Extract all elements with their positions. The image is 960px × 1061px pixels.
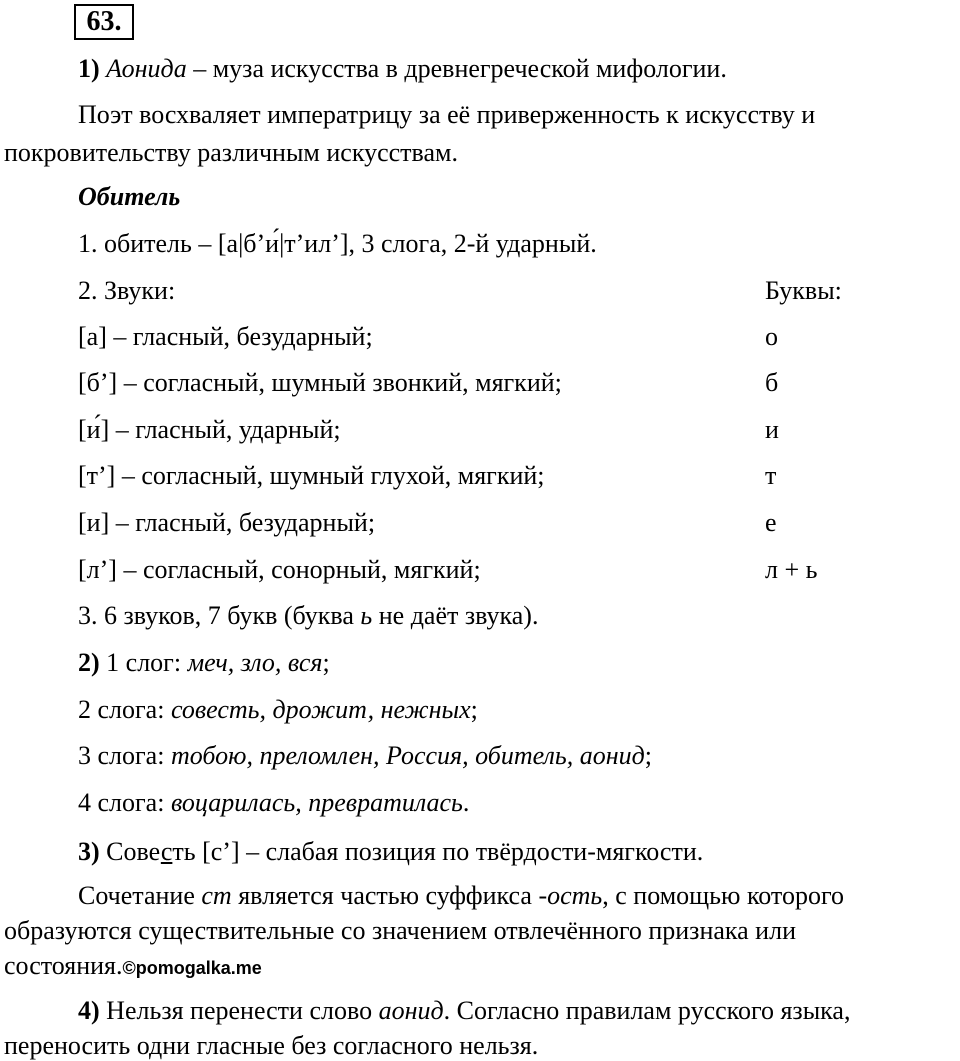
sound-row: [и] – гласный, безударный; — [78, 508, 376, 537]
letter-cell: и — [765, 415, 779, 444]
item-number: 2) — [78, 648, 100, 677]
paragraph-2-line-1: Поэт восхваляет императрицу за её приверженность к искусству и — [78, 100, 816, 129]
sound-row: [т’] – согласный, шумный глухой, мягкий; — [78, 461, 545, 490]
sound-row: [а] – гласный, безударный; — [78, 322, 373, 351]
letter-cell: т — [765, 461, 777, 490]
paragraph-5-line-2: переносить одни гласные без согласного нельзя. — [4, 1031, 539, 1060]
paragraph-5-line-1: 4) Нельзя перенести слово аонид. Согласно правилам русского языка, — [78, 996, 851, 1025]
paragraph-2-line-2: покровительству различным искусствам. — [4, 138, 458, 167]
watermark: ©pomogalka.me — [122, 958, 262, 978]
paragraph-4-line-2: образуются существительные со значением отвлечённого признака или — [4, 916, 796, 945]
section-heading: Обитель — [78, 182, 181, 211]
syllables-4: 4 слога: воцарилась, превратилась. — [78, 788, 470, 817]
syllables-2: 2 слога: совесть, дрожит, нежных; — [78, 695, 478, 724]
count-summary: 3. 6 звуков, 7 букв (буква ь не даёт звука). — [78, 601, 539, 630]
letters-label: Буквы: — [765, 276, 842, 305]
syllables-1: 2) 1 слог: меч, зло, вся; — [78, 648, 330, 677]
paragraph-1 — [78, 56, 727, 82]
sounds-label: 2. Звуки: — [78, 276, 176, 305]
paragraph-3: 3) Совесть [с’] – слабая позиция по твёрдости-мягкости. — [78, 837, 704, 866]
letter-cell: л + ь — [765, 555, 818, 584]
letter-cell: о — [765, 322, 778, 351]
item-number: 1) — [78, 54, 100, 83]
item-number: 4) — [78, 996, 100, 1025]
paragraph-4-line-3: состояния.©pomogalka.me — [4, 951, 262, 980]
paragraph-4-line-1: Сочетание ст является частью суффикса -ость, с помощью которого — [78, 881, 844, 910]
sound-row: [и́] – гласный, ударный; — [78, 415, 341, 444]
sound-row: [л’] – согласный, сонорный, мягкий; — [78, 555, 481, 584]
item-number: 3) — [78, 837, 100, 866]
syllables-3: 3 слога: тобою, преломлен, Россия, обитель, аонид; — [78, 741, 652, 770]
sound-row: [б’] – согласный, шумный звонкий, мягкий; — [78, 368, 562, 397]
definition: – муза искусства в древнегреческой мифологии. — [186, 54, 727, 83]
letter-cell: б — [765, 368, 779, 397]
letter-cell: е — [765, 508, 777, 537]
term: Аонида — [106, 54, 187, 83]
exercise-number: 63. — [74, 4, 134, 40]
phonetic-transcription: 1. обитель – [а|б’и́|т’ил’], 3 слога, 2-й ударный. — [78, 229, 597, 258]
